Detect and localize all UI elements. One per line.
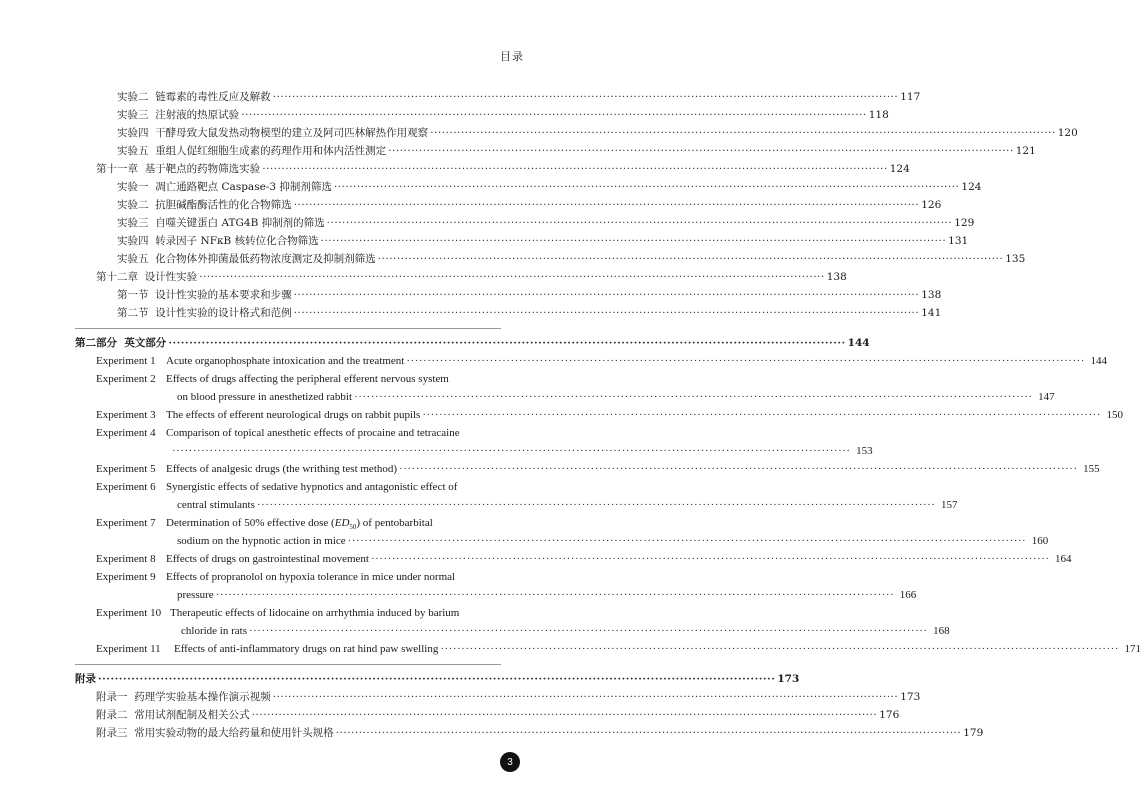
toc-entry[interactable] (117, 288, 942, 302)
entry-page: 135 (1005, 253, 1026, 265)
toc-entry-continuation[interactable] (177, 498, 958, 512)
leader-dots (399, 462, 1078, 476)
toc-part[interactable] (75, 336, 870, 350)
chapter-number: 第十二章 (96, 271, 138, 283)
experiment-title-continued: pressure (177, 589, 214, 601)
experiment-title: Acute organophosphate intoxication and the treatment (166, 355, 405, 367)
leader-dots (273, 690, 899, 704)
leader-dots (371, 552, 1050, 566)
toc-entry-english[interactable] (96, 372, 501, 386)
entry-number: 附录三 (96, 727, 128, 739)
leader-dots (262, 162, 888, 176)
leader-dots (249, 624, 928, 638)
entry-title: 化合物体外抑菌最低药物浓度测定及抑制剂筛选 (155, 253, 376, 265)
leader-dots (336, 726, 962, 740)
toc-entry-continuation[interactable] (177, 390, 1055, 404)
experiment-title: Therapeutic effects of lidocaine on arrhythmia induced by barium (170, 607, 460, 619)
entry-title: 药理学实验基本操作演示视频 (134, 691, 271, 703)
entry-number: 实验五 (117, 145, 149, 157)
leader-dots (216, 588, 895, 602)
toc-entry[interactable] (117, 198, 942, 212)
part-title: 英文部分 (124, 337, 167, 349)
experiment-title: Effects of propranolol on hypoxia tolerance in mice under normal (166, 571, 456, 583)
leader-dots (354, 390, 1033, 404)
experiment-page: 153 (856, 445, 873, 457)
leader-dots (241, 108, 867, 122)
entry-title: 设计性实验的设计格式和范例 (155, 307, 292, 319)
leader-dots (98, 672, 775, 686)
experiment-title: Effects of anti-inflammatory drugs on rat hind paw swelling (174, 643, 439, 655)
entry-number: 实验四 (117, 127, 149, 139)
leader-dots (334, 180, 960, 194)
entry-page: 173 (900, 691, 921, 703)
chapter-title: 设计性实验 (144, 271, 198, 283)
experiment-page: 150 (1106, 409, 1123, 421)
leader-dots (406, 354, 1085, 368)
experiment-number: Experiment 6 (96, 481, 156, 493)
toc-chapter[interactable] (96, 162, 910, 176)
toc-entry-english[interactable] (96, 606, 501, 620)
experiment-number: Experiment 5 (96, 463, 156, 475)
toc-entry[interactable] (117, 306, 942, 320)
toc-entry-continuation[interactable] (181, 624, 950, 638)
ed-symbol: ED (334, 517, 350, 529)
experiment-number: Experiment 3 (96, 409, 156, 421)
entry-title: 重组人促红细胞生成素的药理作用和体内活性测定 (155, 145, 387, 157)
part-page: 144 (847, 337, 870, 349)
leader-dots (378, 252, 1004, 266)
toc-entry-continuation[interactable] (170, 444, 873, 458)
entry-page: 120 (1057, 127, 1078, 139)
entry-title: 凋亡通路靶点 Caspase-3 抑制剂筛选 (155, 181, 332, 193)
toc-appendix[interactable] (75, 672, 800, 686)
toc-entry-continuation[interactable] (177, 588, 917, 602)
leader-dots (168, 336, 845, 350)
experiment-title: Effects of drugs affecting the peripheral efferent nervous system (166, 373, 449, 385)
leader-dots (273, 90, 899, 104)
entry-page: 118 (868, 109, 889, 121)
leader-dots (327, 216, 953, 230)
experiment-title-continued: central stimulants (177, 499, 255, 511)
page-number-badge: 3 (500, 752, 520, 772)
entry-page: 124 (961, 181, 982, 193)
experiment-title: Comparison of topical anesthetic effects of procaine and tetracaine (166, 427, 460, 439)
leader-dots (348, 534, 1027, 548)
experiment-title-continued: chloride in rats (181, 625, 247, 637)
toc-entry[interactable] (96, 726, 984, 740)
experiment-page: 168 (933, 625, 950, 637)
leader-dots (321, 234, 947, 248)
experiment-title: Effects of drugs on gastrointestinal movement (166, 553, 369, 565)
leader-dots (294, 288, 920, 302)
experiment-page: 164 (1055, 553, 1072, 565)
leader-dots (422, 408, 1101, 422)
experiment-title-continued: sodium on the hypnotic action in mice (177, 535, 346, 547)
entry-number: 实验四 (117, 235, 149, 247)
leader-dots (294, 198, 920, 212)
experiment-page: 147 (1038, 391, 1055, 403)
ed-subscript: 50 (349, 523, 357, 532)
entry-number: 实验三 (117, 217, 149, 229)
entry-page: 141 (921, 307, 942, 319)
experiment-number: Experiment 9 (96, 571, 156, 583)
title-part: ) of pentobarbital (356, 517, 433, 529)
toc-entry-english[interactable] (96, 462, 1100, 476)
toc-chapter[interactable] (96, 270, 847, 284)
experiment-number: Experiment 1 (96, 355, 156, 367)
title-part: Determination of 50% effective dose ( (166, 517, 335, 529)
experiment-number: Experiment 10 (96, 607, 162, 619)
toc-entry-english[interactable] (96, 552, 1072, 566)
experiment-page: 157 (941, 499, 958, 511)
leader-dots (294, 306, 920, 320)
toc-entry-english[interactable] (96, 642, 1141, 656)
entry-title: 注射液的热原试验 (155, 109, 240, 121)
toc-entry[interactable] (96, 690, 921, 704)
entry-number: 实验一 (117, 181, 149, 193)
entry-page: 179 (963, 727, 984, 739)
experiment-number: Experiment 7 (96, 517, 156, 529)
entry-title: 链霉素的毒性反应及解救 (155, 91, 271, 103)
leader-dots (252, 708, 878, 722)
experiment-number: Experiment 8 (96, 553, 156, 565)
entry-page: 117 (900, 91, 921, 103)
experiment-title: Synergistic effects of sedative hypnotics and antagonistic effect of (166, 481, 458, 493)
entry-title: 转录因子 NFκB 核转位化合物筛选 (155, 235, 319, 247)
toc-entry-english[interactable] (96, 426, 501, 440)
experiment-title (166, 516, 433, 534)
toc-entry[interactable] (117, 216, 975, 230)
chapter-page: 124 (889, 163, 910, 175)
experiment-title: The effects of efferent neurological drugs on rabbit pupils (166, 409, 421, 421)
experiment-title-continued: on blood pressure in anesthetized rabbit (177, 391, 353, 403)
toc-entry-continuation[interactable] (177, 534, 1049, 548)
entry-page: 138 (921, 289, 942, 301)
toc-entry[interactable] (117, 108, 889, 122)
toc-entry[interactable] (117, 234, 969, 248)
experiment-number: Experiment 11 (96, 643, 161, 655)
chapter-page: 138 (826, 271, 847, 283)
entry-number: 附录二 (96, 709, 128, 721)
appendix-page: 173 (777, 673, 800, 685)
experiment-title: Effects of analgesic drugs (the writhing test method) (166, 463, 398, 475)
experiment-page: 144 (1090, 355, 1107, 367)
entry-page: 129 (954, 217, 975, 229)
experiment-page: 160 (1031, 535, 1049, 547)
toc-entry[interactable] (117, 180, 982, 194)
leader-dots (440, 642, 1119, 656)
entry-page: 126 (921, 199, 942, 211)
entry-number: 实验二 (117, 199, 149, 211)
entry-number: 第一节 (117, 289, 149, 301)
toc-entry-english[interactable] (96, 408, 1123, 422)
experiment-page: 171 (1124, 643, 1141, 655)
entry-title: 设计性实验的基本要求和步骤 (155, 289, 292, 301)
entry-page: 121 (1015, 145, 1036, 157)
leader-dots (172, 444, 851, 458)
entry-number: 第二节 (117, 307, 149, 319)
section-divider (75, 664, 501, 665)
entry-page: 131 (948, 235, 969, 247)
toc-entry-english[interactable] (96, 480, 501, 494)
toc-entry[interactable] (117, 144, 1036, 158)
entry-number: 实验二 (117, 91, 149, 103)
leader-dots (257, 498, 936, 512)
toc-entry[interactable] (96, 708, 900, 722)
experiment-number: Experiment 4 (96, 427, 156, 439)
entry-title: 干酵母致大鼠发热动物模型的建立及阿司匹林解热作用观察 (155, 127, 429, 139)
section-divider (75, 328, 501, 329)
chapter-number: 第十一章 (96, 163, 138, 175)
toc-entry[interactable] (117, 252, 1026, 266)
part-number: 第二部分 (75, 337, 117, 349)
entry-title: 抗胆碱酯酶活性的化合物筛选 (155, 199, 292, 211)
leader-dots (199, 270, 825, 284)
toc-entry[interactable] (117, 90, 921, 104)
leader-dots (430, 126, 1056, 140)
entry-title: 常用实验动物的最大给药量和使用针头规格 (134, 727, 334, 739)
appendix-title: 附录 (75, 673, 96, 685)
running-header: 目录 (500, 50, 524, 63)
entry-number: 实验五 (117, 253, 149, 265)
experiment-page: 155 (1083, 463, 1100, 475)
chapter-title: 基于靶点的药物筛选实验 (144, 163, 261, 175)
entry-page: 176 (879, 709, 900, 721)
entry-number: 实验三 (117, 109, 149, 121)
toc-entry-english[interactable] (96, 354, 1107, 368)
toc-entry[interactable] (117, 126, 1078, 140)
experiment-number: Experiment 2 (96, 373, 156, 385)
entry-title: 常用试剂配制及相关公式 (134, 709, 250, 721)
entry-title: 自噬关键蛋白 ATG4B 抑制剂的筛选 (155, 217, 325, 229)
leader-dots (388, 144, 1014, 158)
experiment-page: 166 (899, 589, 917, 601)
entry-number: 附录一 (96, 691, 128, 703)
toc-entry-english[interactable] (96, 570, 501, 584)
toc-entry-english[interactable] (96, 516, 501, 534)
